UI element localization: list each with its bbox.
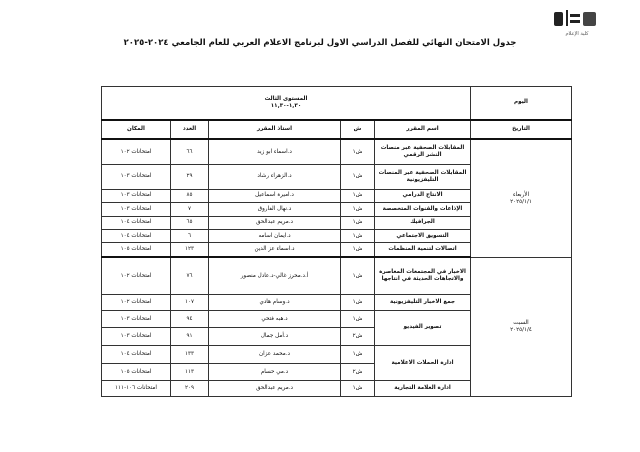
col-header-count: العدد [171,120,209,140]
instructor: د.محمد عزان [209,346,341,364]
section: ش١ [341,216,375,229]
exam-room: امتحانات ١٠٥ [102,243,171,258]
instructor: د.ايمان اسامه [209,230,341,243]
instructor: د.اميرة اسماعيل [209,189,341,202]
student-count: ١١٣ [171,363,209,381]
exam-room: امتحانات ١٠٣ [102,189,171,202]
course-name: الإذاعات والقنوات المتخصصة [375,203,471,216]
exam-room: امتحانات ١٠٤ [102,216,171,229]
exam-room: امتحانات ١٠٦-١١١ [102,381,171,397]
student-count: ١٢٣ [171,243,209,258]
instructor: د.مي حسام [209,363,341,381]
exam-room: امتحانات ١٠٢ [102,257,171,294]
section: ش١ [341,164,375,189]
exam-room: امتحانات ١٠٢ [102,295,171,311]
student-count: ٢٩ [171,164,209,189]
course-name: ادارة العلامة التجارية [375,381,471,397]
section: ش١ [341,295,375,311]
section: ش٢ [341,328,375,346]
instructor: د.نهال الفاروق [209,203,341,216]
instructor: د.هبه فتحي [209,310,341,328]
section: ش١ [341,243,375,258]
course-name: المقابلات الصحفية عبر منصات النشر الرقمي [375,139,471,164]
instructor: د.مريم عبدالحق [209,216,341,229]
student-count: ٩١ [171,328,209,346]
col-header-course: اسم المقرر [375,120,471,140]
level-header [102,87,471,120]
course-name: الانتاج الدرامي [375,189,471,202]
student-count: ٧٦ [171,257,209,294]
student-count: ٧ [171,203,209,216]
student-count: ٦ [171,230,209,243]
instructor: د.الزهراء رشاد [209,164,341,189]
section: ش٢ [341,363,375,381]
instructor: د.اسماء عز الدين [209,243,341,258]
col-header-instructor: استاذ المقرر [209,120,341,140]
exam-room: امتحانات ١٠٣ [102,203,171,216]
course-name: تصوير الفيديو [375,310,471,345]
student-count: ٦٥ [171,216,209,229]
exam-room: امتحانات ١٠٥ [102,363,171,381]
course-name: المقابلات الصحفية عبر المنصات التليفزيونية [375,164,471,189]
day-date-cell [471,257,572,396]
table-row [102,139,572,164]
col-header-date: التاريخ [471,120,572,140]
exam-room: امتحانات ١٠٢ [102,139,171,164]
day-name: السبت [513,320,529,326]
day-header: اليوم [471,87,572,120]
instructor: د.أمل جمال [209,328,341,346]
course-name: اتصالات لتنمية المنظمات [375,243,471,258]
course-name: ادارة الحملات الاعلامية [375,346,471,381]
exam-room: امتحانات ١٠٣ [102,164,171,189]
student-count: ١٣٣ [171,346,209,364]
student-count: ٦٦ [171,139,209,164]
university-logo [554,10,598,32]
course-name: الجرافيك [375,216,471,229]
instructor: د.اسماء ابو زيد [209,139,341,164]
day-date: ٢٠٢٥/١/١ [510,198,532,205]
section: ش١ [341,257,375,294]
logo-caption: كلية الإعلام [565,31,589,37]
section: ش١ [341,230,375,243]
student-count: ٩٤ [171,310,209,328]
course-name: جمع الاخبار التليفزيونية [375,295,471,311]
exam-room: امتحانات ١٠٤ [102,230,171,243]
student-count: ٨٥ [171,189,209,202]
section: ش١ [341,139,375,164]
student-count: ٢٠٩ [171,381,209,397]
page-title: جدول الامتحان النهائي للفصل الدراسي الاول لبرنامج الاعلام العربي للعام الجامعي ٢٠٢٤-٢٠٢٥ [123,38,517,48]
student-count: ١٠٧ [171,295,209,311]
instructor: د.مريم عبدالحق [209,381,341,397]
col-header-section: ش [341,120,375,140]
section: ش١ [341,381,375,397]
course-name: التسويق الاجتماعي [375,230,471,243]
section: ش١ [341,346,375,364]
exam-room: امتحانات ١٠٣ [102,328,171,346]
level-label: المستوى الثالث [264,95,308,102]
day-name: الأربعاء [512,191,530,198]
exam-room: امتحانات ١٠٤ [102,346,171,364]
exam-schedule-table [101,86,572,397]
day-date-cell [471,139,572,257]
instructor: أ.د.محرز غالي-د.عادل منصور [209,257,341,294]
instructor: د.وسام هادي [209,295,341,311]
section: ش١ [341,189,375,202]
section: ش١ [341,310,375,328]
exam-room: امتحانات ١٠٣ [102,310,171,328]
course-name: الاخبار في المجتمعات المعاصرة والاتجاهات الحديثة في انتاجها [375,257,471,294]
time-label: ١,٣٠-١١,٣٠ [270,102,302,109]
col-header-room: المكان [102,120,171,140]
day-date: ٢٠٢٥/١/٤ [510,326,532,333]
table-row [102,257,572,294]
section: ش١ [341,203,375,216]
